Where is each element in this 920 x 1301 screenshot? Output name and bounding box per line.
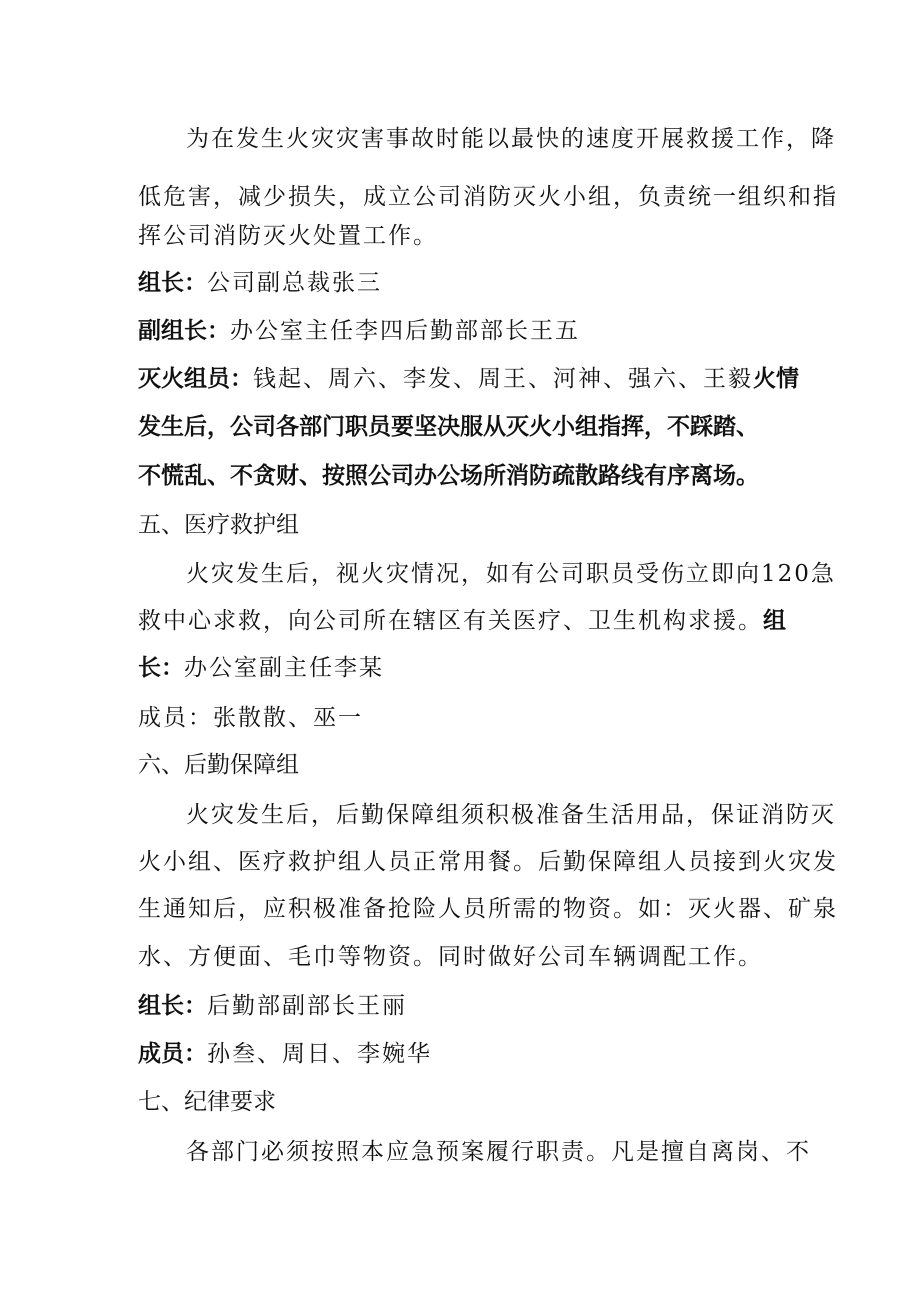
members-value: 钱起、周六、李发、周王、河神、强六、王毅 (253, 366, 753, 392)
section-5-paragraph-line-2 (138, 606, 798, 636)
bold-instruction-line-3: 不慌乱、不贪财、按照公司办公场所消防疏散路线有序离场。 (138, 463, 759, 489)
section-6-members-value: 孙叁、周日、李婉华 (207, 1041, 432, 1067)
section-7-title: 七、纪律要求 (138, 1089, 276, 1115)
section-5-leader-value: 办公室副主任李某 (184, 655, 384, 681)
section-6-leader-line (138, 991, 798, 1021)
section-6-leader-value: 后勤部副部长王丽 (207, 993, 407, 1019)
section-6-paragraph-line-4: 水、方便面、毛巾等物资。同时做好公司车辆调配工作。 (138, 944, 763, 970)
members-label: 灭火组员： (138, 366, 253, 392)
section-5-paragraph-line-1: 火灾发生后，视火灾情况，如有公司职员受伤立即向120急 (186, 561, 836, 587)
deputy-leader-line (138, 316, 798, 346)
section-6-members-label: 成员： (138, 1041, 207, 1067)
section-6-paragraph-line-3: 生通知后，应积极准备抢险人员所需的物资。如：灭火器、矿泉 (138, 896, 838, 922)
fire-members-line (138, 364, 798, 394)
deputy-label: 副组长： (138, 318, 230, 344)
section-6-paragraph-line-2: 火小组、医疗救护组人员正常用餐。后勤保障组人员接到火灾发 (138, 849, 838, 875)
section-5-leader-line (138, 653, 798, 683)
paragraph-1-line-2: 低危害，减少损失，成立公司消防灭火小组，负责统一组织和指 (138, 184, 838, 210)
section-5-paragraph-tail: 组 (763, 608, 786, 634)
section-6-leader-label: 组长： (138, 993, 207, 1019)
section-5-title: 五、医疗救护组 (138, 512, 299, 538)
deputy-value: 办公室主任李四后勤部部长王五 (230, 318, 580, 344)
section-7-paragraph-line-1: 各部门必须按照本应急预案履行职责。凡是擅自离岗、不 (186, 1139, 811, 1165)
paragraph-1-line-3: 挥公司消防灭火处置工作。 (138, 223, 438, 249)
members-tail: 火情 (753, 366, 799, 392)
section-5-members-line: 成员：张散散、巫一 (138, 705, 363, 731)
leader-label: 组长： (138, 270, 207, 296)
section-6-title: 六、后勤保障组 (138, 752, 299, 778)
paragraph-1-line-1: 为在发生火灾灾害事故时能以最快的速度开展救援工作，降 (186, 126, 836, 152)
section-5-paragraph-text: 救中心求救，向公司所在辖区有关医疗、卫生机构求援。 (138, 608, 763, 634)
section-6-members-line (138, 1039, 798, 1069)
section-5-leader-label: 长： (138, 655, 184, 681)
bold-instruction-line-2: 发生后，公司各部门职员要坚决服从灭火小组指挥，不踩踏、 (138, 414, 759, 440)
leader-value: 公司副总裁张三 (207, 270, 382, 296)
section-6-paragraph-line-1: 火灾发生后，后勤保障组须积极准备生活用品，保证消防灭 (186, 802, 836, 828)
leader-line (138, 268, 798, 298)
